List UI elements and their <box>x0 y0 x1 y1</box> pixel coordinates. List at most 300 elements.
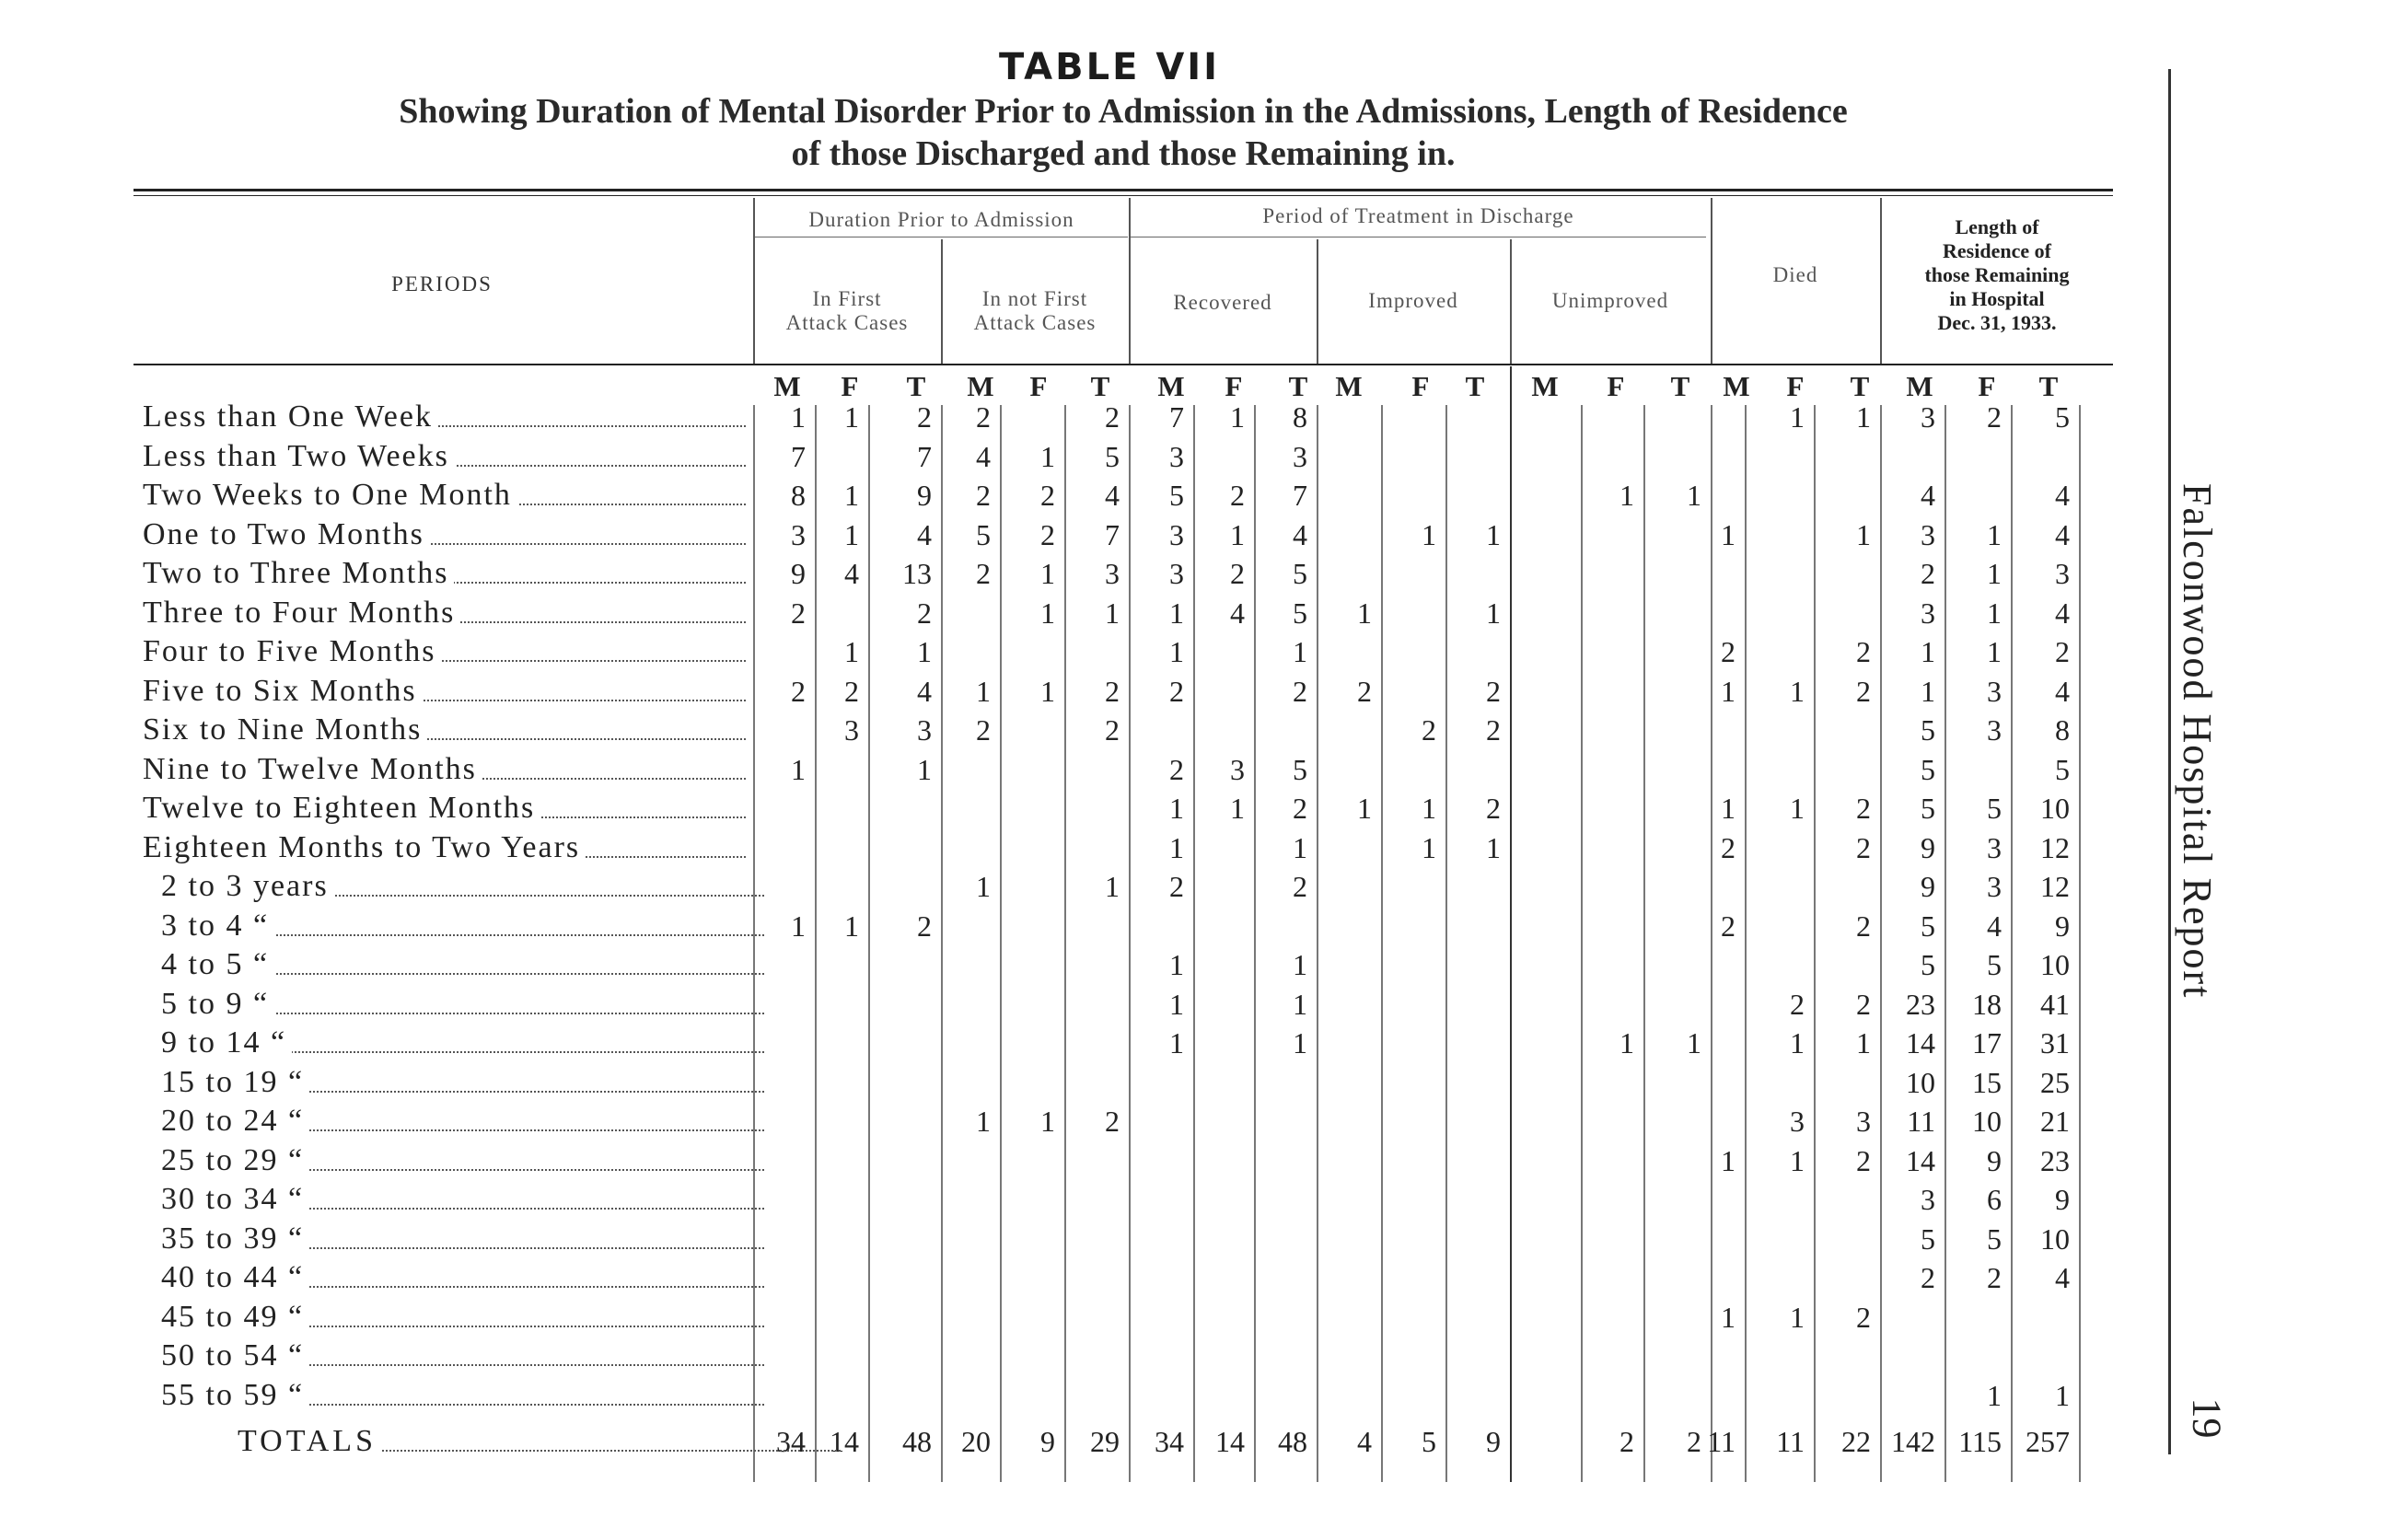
table-cell: 2 <box>1721 635 1736 668</box>
sub-header-t: T <box>906 370 926 402</box>
table-cell: 1 <box>1040 557 1055 590</box>
column-rule <box>1814 405 1816 1482</box>
total-cell: 14 <box>830 1425 859 1458</box>
total-cell: 34 <box>776 1425 806 1458</box>
sub-header-t: T <box>1288 370 1308 402</box>
top-rule-thin <box>134 195 2113 196</box>
table-cell: 1 <box>1921 674 1935 708</box>
period-label <box>143 711 746 749</box>
table-cell: 1 <box>1856 517 1871 551</box>
table-cell: 1 <box>1856 400 1871 434</box>
period-text: Less than Two Weeks <box>143 439 455 473</box>
column-rule <box>868 405 870 1482</box>
table-cell: 1 <box>2055 1378 2070 1412</box>
table-cell: 2 <box>791 674 806 708</box>
table-cell: 1 <box>1169 792 1184 825</box>
sub-header-t: T <box>1850 370 1870 402</box>
table-cell: 3 <box>1987 870 2002 903</box>
table-cell: 1 <box>1293 987 1307 1021</box>
table-cell: 7 <box>1293 479 1307 512</box>
table-cell: 23 <box>2040 1143 2070 1177</box>
period-text: 45 to 49 “ <box>161 1300 309 1334</box>
report-title: Falconwood Hospital Report <box>2175 483 2220 1000</box>
table-cell: 1 <box>1293 948 1307 981</box>
sub-header-m: M <box>1723 370 1750 402</box>
table-cell: 1 <box>1921 635 1935 668</box>
period-text: Two to Three Months <box>143 556 454 590</box>
table-cell: 1 <box>1721 674 1736 708</box>
period-text: 2 to 3 years <box>161 869 334 903</box>
table-cell: 2 <box>1230 479 1245 512</box>
period-text: 40 to 44 “ <box>161 1260 309 1294</box>
table-cell: 1 <box>1486 830 1501 864</box>
table-cell: 1 <box>791 752 806 786</box>
total-cell: 48 <box>902 1425 932 1458</box>
table-cell: 2 <box>1921 1261 1935 1294</box>
table-cell: 4 <box>976 439 991 473</box>
table-cell: 2 <box>2055 635 2070 668</box>
table-cell: 1 <box>1169 635 1184 668</box>
table-cell: 1 <box>844 635 859 668</box>
table-cell: 3 <box>1921 400 1935 434</box>
table-cell: 1 <box>1422 792 1436 825</box>
period-text: Twelve to Eighteen Months <box>143 791 540 825</box>
table-cell: 2 <box>1105 713 1120 747</box>
column-rule <box>1064 405 1066 1482</box>
total-cell: 11 <box>1776 1425 1805 1458</box>
table-cell: 3 <box>917 713 932 747</box>
table-cell: 1 <box>1040 1105 1055 1138</box>
period-text: Six to Nine Months <box>143 712 427 747</box>
table-cell: 1 <box>1040 596 1055 630</box>
table-cell: 2 <box>976 557 991 590</box>
table-cell: 1 <box>976 674 991 708</box>
table-cell: 1 <box>1790 400 1805 434</box>
table-cell: 3 <box>1169 557 1184 590</box>
table-cell: 1 <box>1987 557 2002 590</box>
sub-header-m: M <box>1531 370 1559 402</box>
recovered-header: Recovered <box>1173 291 1272 314</box>
period-text: Three to Four Months <box>143 596 460 630</box>
table-cell: 9 <box>1921 830 1935 864</box>
table-cell: 2 <box>1790 987 1805 1021</box>
total-cell: 4 <box>1357 1425 1372 1458</box>
total-cell: 22 <box>1841 1425 1871 1458</box>
table-cell: 1 <box>1790 1026 1805 1059</box>
period-label <box>143 828 746 867</box>
total-cell: 48 <box>1278 1425 1307 1458</box>
header-rule <box>134 364 2113 365</box>
table-cell: 1 <box>1790 674 1805 708</box>
table-cell: 2 <box>1105 674 1120 708</box>
period-text: 30 to 34 “ <box>161 1182 309 1216</box>
table-cell: 3 <box>2055 557 2070 590</box>
table-cell: 3 <box>1169 517 1184 551</box>
table-cell: 4 <box>844 557 859 590</box>
table-cell: 1 <box>844 517 859 551</box>
table-cell: 4 <box>1230 596 1245 630</box>
table-cell: 1 <box>1040 439 1055 473</box>
table-cell: 8 <box>1293 400 1307 434</box>
table-cell: 1 <box>1486 517 1501 551</box>
table-cell: 1 <box>844 400 859 434</box>
table-cell: 1 <box>1619 1026 1634 1059</box>
table-cell: 14 <box>1906 1026 1935 1059</box>
table-cell: 2 <box>1293 870 1307 903</box>
table-cell: 5 <box>2055 752 2070 786</box>
period-label <box>143 554 746 593</box>
table-cell: 1 <box>1687 479 1701 512</box>
table-cell: 1 <box>1230 400 1245 434</box>
table-cell: 9 <box>791 557 806 590</box>
table-cell: 5 <box>1987 1222 2002 1256</box>
period-label <box>143 437 746 476</box>
table-cell: 1 <box>1293 635 1307 668</box>
table-cell: 4 <box>2055 596 2070 630</box>
table-cell: 4 <box>2055 517 2070 551</box>
table-cell: 1 <box>1105 596 1120 630</box>
period-label <box>161 867 764 906</box>
period-label <box>143 672 746 711</box>
table-cell: 18 <box>1972 987 2002 1021</box>
table-cell: 5 <box>1921 713 1935 747</box>
group-duration-header: Duration Prior to Admission <box>808 208 1074 231</box>
table-cell: 2 <box>1486 792 1501 825</box>
table-cell: 10 <box>1906 1065 1935 1099</box>
table-cell: 9 <box>2055 909 2070 943</box>
table-cell: 2 <box>1856 909 1871 943</box>
table-cell: 2 <box>1856 674 1871 708</box>
period-label <box>161 907 764 945</box>
period-label <box>161 1220 764 1258</box>
period-text: Less than One Week <box>143 399 438 434</box>
total-cell: 257 <box>2026 1425 2070 1458</box>
table-cell: 1 <box>1422 830 1436 864</box>
period-text: 9 to 14 “ <box>161 1025 292 1059</box>
period-label <box>161 985 764 1024</box>
table-cell: 4 <box>1105 479 1120 512</box>
table-cell: 1 <box>1357 596 1372 630</box>
table-cell: 5 <box>1169 479 1184 512</box>
sub-header-t: T <box>1465 370 1485 402</box>
table-cell: 2 <box>1987 400 2002 434</box>
table-cell: 1 <box>1169 1026 1184 1059</box>
column-rule <box>1254 405 1256 1482</box>
table-cell: 1 <box>1040 674 1055 708</box>
table-cell: 2 <box>1169 870 1184 903</box>
sub-header-t: T <box>1670 370 1690 402</box>
table-cell: 4 <box>2055 674 2070 708</box>
table-cell: 1 <box>1230 792 1245 825</box>
table-cell: 5 <box>1293 557 1307 590</box>
sub-header-m: M <box>967 370 994 402</box>
table-cell: 5 <box>2055 400 2070 434</box>
table-cell: 3 <box>1169 439 1184 473</box>
died-header: Died <box>1772 263 1818 286</box>
table-cell: 1 <box>1422 517 1436 551</box>
period-text: One to Two Months <box>143 517 430 551</box>
table-cell: 3 <box>844 713 859 747</box>
sub-header-t: T <box>1090 370 1110 402</box>
period-label <box>161 1063 764 1102</box>
period-text: 25 to 29 “ <box>161 1143 309 1177</box>
table-cell: 12 <box>2040 830 2070 864</box>
margin-rule <box>2168 69 2171 1454</box>
period-label <box>161 945 764 984</box>
not-first-attack-header: In not First Attack Cases <box>973 287 1097 334</box>
table-cell: 1 <box>917 752 932 786</box>
table-cell: 9 <box>1987 1143 2002 1177</box>
table-cell: 1 <box>1619 479 1634 512</box>
table-cell: 4 <box>917 517 932 551</box>
improved-header: Improved <box>1368 289 1458 312</box>
sub-header-f: F <box>1029 370 1048 402</box>
period-label <box>161 1376 764 1415</box>
table-cell: 25 <box>2040 1065 2070 1099</box>
table-cell: 5 <box>1921 752 1935 786</box>
table-cell: 1 <box>1721 517 1736 551</box>
table-cell: 1 <box>1790 1143 1805 1177</box>
table-cell: 2 <box>917 909 932 943</box>
period-label <box>143 789 746 828</box>
table-cell: 2 <box>1987 1261 2002 1294</box>
table-cell: 2 <box>1105 1105 1120 1138</box>
table-cell: 2 <box>1169 674 1184 708</box>
table-cell: 1 <box>1856 1026 1871 1059</box>
table-cell: 4 <box>917 674 932 708</box>
table-cell: 12 <box>2040 870 2070 903</box>
table-cell: 2 <box>791 596 806 630</box>
table-cell: 2 <box>1486 713 1501 747</box>
table-cell: 3 <box>1987 713 2002 747</box>
table-cell: 4 <box>2055 479 2070 512</box>
table-cell: 1 <box>1169 948 1184 981</box>
period-label <box>143 750 746 789</box>
table-cell: 41 <box>2040 987 2070 1021</box>
table-cell: 5 <box>1105 439 1120 473</box>
total-cell: 5 <box>1422 1425 1436 1458</box>
column-rule <box>1510 366 1512 1482</box>
period-label <box>161 1258 764 1297</box>
table-cell: 1 <box>791 909 806 943</box>
period-label <box>161 1180 764 1219</box>
subtitle-line-1: Showing Duration of Mental Disorder Prior to Admission in the Admissions, Length of Residence <box>399 92 1848 131</box>
table-cell: 1 <box>844 909 859 943</box>
table-cell: 3 <box>1987 674 2002 708</box>
table-cell: 13 <box>902 557 932 590</box>
sub-header-m: M <box>1335 370 1363 402</box>
sub-header-f: F <box>841 370 859 402</box>
table-cell: 10 <box>2040 1222 2070 1256</box>
table-cell: 3 <box>1856 1105 1871 1138</box>
sub-header-f: F <box>1225 370 1243 402</box>
column-rule <box>1581 405 1583 1482</box>
table-cell: 9 <box>2055 1183 2070 1216</box>
table-cell: 9 <box>1921 870 1935 903</box>
sub-header-f: F <box>1607 370 1625 402</box>
sub-header-f: F <box>1786 370 1805 402</box>
table-cell: 5 <box>1293 752 1307 786</box>
unimproved-header: Unimproved <box>1551 289 1669 312</box>
period-text: Nine to Twelve Months <box>143 752 482 786</box>
table-cell: 5 <box>976 517 991 551</box>
table-cell: 1 <box>1721 1143 1736 1177</box>
group-treatment-header: Period of Treatment in Discharge <box>1262 204 1574 227</box>
period-text: Eighteen Months to Two Years <box>143 830 586 864</box>
table-cell: 2 <box>1856 830 1871 864</box>
table-cell: 1 <box>1721 792 1736 825</box>
total-cell: 20 <box>961 1425 991 1458</box>
period-label <box>143 398 746 436</box>
table-cell: 2 <box>1856 1300 1871 1334</box>
period-text: 15 to 19 “ <box>161 1065 309 1099</box>
column-rule <box>1381 405 1383 1482</box>
total-cell: 115 <box>1958 1425 2002 1458</box>
table-cell: 2 <box>1169 752 1184 786</box>
table-cell: 1 <box>1293 830 1307 864</box>
total-cell: 142 <box>1891 1425 1935 1458</box>
table-cell: 2 <box>1856 792 1871 825</box>
column-rule <box>1000 405 1002 1482</box>
sub-header-f: F <box>1411 370 1430 402</box>
table-cell: 1 <box>1357 792 1372 825</box>
period-label <box>143 632 746 671</box>
table-cell: 1 <box>1169 596 1184 630</box>
total-cell: 29 <box>1090 1425 1120 1458</box>
table-cell: 4 <box>1987 909 2002 943</box>
totals-row-label <box>238 1422 841 1461</box>
column-rule <box>1643 405 1645 1482</box>
table-cell: 2 <box>1921 557 1935 590</box>
table-cell: 4 <box>1293 517 1307 551</box>
table-cell: 2 <box>1856 1143 1871 1177</box>
table-cell: 1 <box>1987 1378 2002 1412</box>
sub-header-m: M <box>1157 370 1185 402</box>
table-cell: 3 <box>1987 830 2002 864</box>
table-cell: 5 <box>1921 909 1935 943</box>
table-cell: 1 <box>1230 517 1245 551</box>
table-cell: 2 <box>1040 517 1055 551</box>
period-label <box>161 1102 764 1141</box>
period-label <box>143 515 746 554</box>
period-text: Four to Five Months <box>143 634 442 668</box>
table-cell: 17 <box>1972 1026 2002 1059</box>
table-cell: 10 <box>1972 1105 2002 1138</box>
table-cell: 23 <box>1906 987 1935 1021</box>
table-cell: 2 <box>1357 674 1372 708</box>
first-attack-header: In First Attack Cases <box>785 287 909 334</box>
table-title: TABLE VII <box>998 46 1221 88</box>
table-cell: 1 <box>1169 987 1184 1021</box>
table-cell: 5 <box>1921 792 1935 825</box>
table-cell: 3 <box>1790 1105 1805 1138</box>
table-cell: 1 <box>844 479 859 512</box>
table-cell: 2 <box>1486 674 1501 708</box>
table-cell: 7 <box>1169 400 1184 434</box>
table-cell: 1 <box>1486 596 1501 630</box>
total-cell: 34 <box>1155 1425 1184 1458</box>
period-label <box>161 1024 764 1062</box>
table-cell: 2 <box>844 674 859 708</box>
table-cell: 2 <box>1422 713 1436 747</box>
table-cell: 5 <box>1921 948 1935 981</box>
table-cell: 1 <box>1790 1300 1805 1334</box>
table-cell: 2 <box>917 596 932 630</box>
period-text: Five to Six Months <box>143 674 423 708</box>
sub-header-t: T <box>2038 370 2059 402</box>
table-cell: 1 <box>1721 1300 1736 1334</box>
period-text: 4 to 5 “ <box>161 947 274 981</box>
table-cell: 2 <box>1721 909 1736 943</box>
table-cell: 1 <box>1169 830 1184 864</box>
table-cell: 1 <box>976 870 991 903</box>
sub-header-m: M <box>1906 370 1933 402</box>
total-cell: 9 <box>1486 1425 1501 1458</box>
table-cell: 2 <box>1721 830 1736 864</box>
period-label <box>161 1337 764 1375</box>
table-cell: 1 <box>1987 596 2002 630</box>
table-cell: 3 <box>1921 1183 1935 1216</box>
total-cell: 2 <box>1687 1425 1701 1458</box>
table-cell: 7 <box>791 439 806 473</box>
table-cell: 2 <box>1230 557 1245 590</box>
table-cell: 7 <box>917 439 932 473</box>
table-cell: 9 <box>917 479 932 512</box>
table-subtitle <box>175 90 2072 175</box>
column-rule <box>1745 405 1747 1482</box>
period-text: 5 to 9 “ <box>161 987 274 1021</box>
page-number: 19 <box>2184 1397 2230 1439</box>
table-cell: 2 <box>976 479 991 512</box>
period-text: TOTALS <box>238 1424 382 1458</box>
table-cell: 2 <box>1856 635 1871 668</box>
table-cell: 2 <box>976 400 991 434</box>
table-cell: 1 <box>1293 1026 1307 1059</box>
table-cell: 14 <box>1906 1143 1935 1177</box>
table-cell: 2 <box>1293 674 1307 708</box>
table-cell: 10 <box>2040 948 2070 981</box>
sub-header-m: M <box>773 370 801 402</box>
table-cell: 21 <box>2040 1105 2070 1138</box>
column-rule <box>1317 405 1318 1482</box>
table-cell: 1 <box>976 1105 991 1138</box>
table-cell: 1 <box>1987 517 2002 551</box>
table-cell: 5 <box>1987 792 2002 825</box>
table-cell: 3 <box>791 517 806 551</box>
table-cell: 3 <box>1230 752 1245 786</box>
column-rule <box>1445 405 1447 1482</box>
column-rule <box>2079 405 2081 1482</box>
table-cell: 1 <box>791 400 806 434</box>
remaining-header: Length of Residence of those Remaining in Hospital Dec. 31, 1933. <box>1924 215 2070 334</box>
column-rule <box>1129 405 1131 1482</box>
top-rule <box>134 189 2113 191</box>
table-cell: 2 <box>1293 792 1307 825</box>
table-cell: 10 <box>2040 792 2070 825</box>
table-cell: 2 <box>1856 987 1871 1021</box>
total-cell: 9 <box>1040 1425 1055 1458</box>
table-cell: 1 <box>1105 870 1120 903</box>
table-cell: 1 <box>1687 1026 1701 1059</box>
table-cell: 5 <box>1987 948 2002 981</box>
subtitle-line-2: of those Discharged and those Remaining in. <box>791 134 1456 173</box>
table-cell: 8 <box>2055 713 2070 747</box>
table-cell: 5 <box>1293 596 1307 630</box>
period-label <box>143 476 746 515</box>
table-cell: 1 <box>917 635 932 668</box>
table-cell: 2 <box>976 713 991 747</box>
table-cell: 5 <box>1921 1222 1935 1256</box>
